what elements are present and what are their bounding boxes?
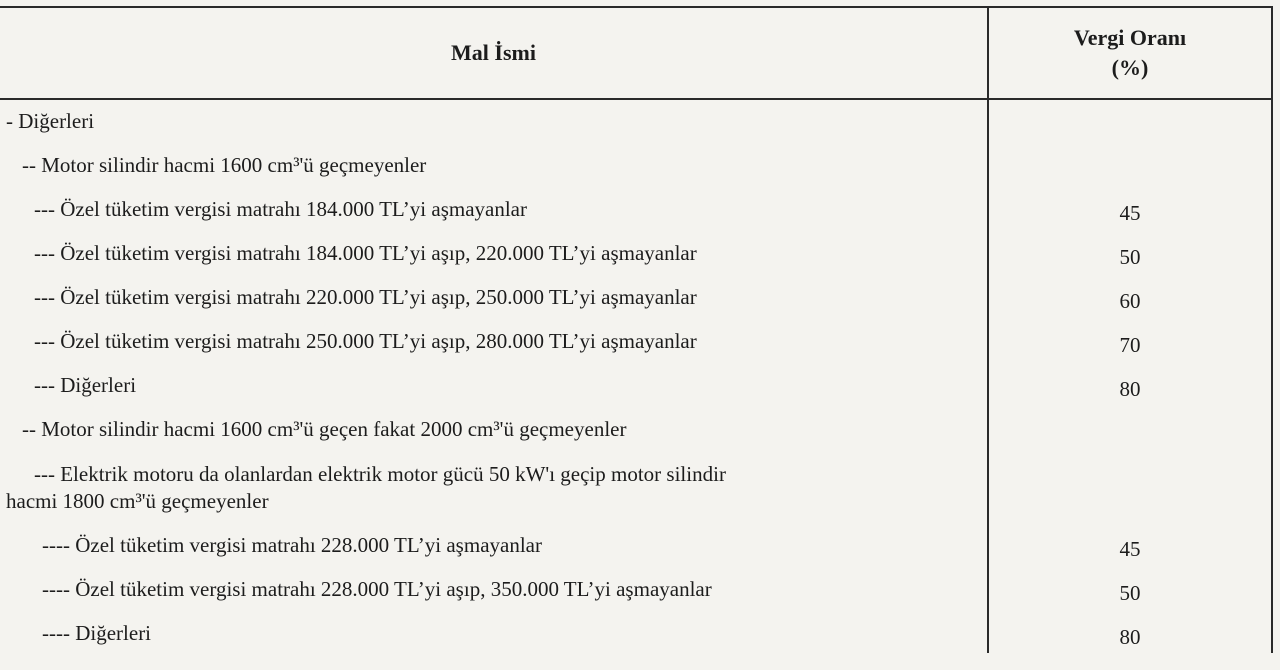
tax-rate-value: 50 bbox=[1119, 245, 1141, 269]
goods-name-cell bbox=[0, 229, 988, 273]
tax-rate-cell bbox=[988, 317, 1272, 361]
tax-rate-cell bbox=[988, 185, 1272, 229]
goods-name-cell bbox=[0, 185, 988, 229]
goods-name-text: --- Özel tüketim vergisi matrahı 250.000 TL’yi aşıp, 280.000 TL’yi aşmayanlar bbox=[34, 329, 697, 353]
goods-name-header bbox=[0, 7, 988, 99]
tax-rate-value: 80 bbox=[1119, 625, 1141, 649]
tax-rate-header-line2: (%) bbox=[1111, 55, 1149, 80]
goods-name-text: ---- Özel tüketim vergisi matrahı 228.000 TL’yi aşıp, 350.000 TL’yi aşmayanlar bbox=[42, 577, 712, 601]
table-row bbox=[0, 449, 1272, 521]
tax-rate-cell bbox=[988, 99, 1272, 141]
tax-rate-value: 60 bbox=[1119, 289, 1141, 313]
table-row bbox=[0, 317, 1272, 361]
goods-name-text-line1: --- Elektrik motoru da olanlardan elektrik motor gücü 50 kW'ı geçip motor silindir bbox=[34, 462, 726, 486]
tax-rate-value: 45 bbox=[1119, 537, 1141, 561]
goods-name-text: --- Özel tüketim vergisi matrahı 184.000 TL’yi aşmayanlar bbox=[34, 197, 527, 221]
tax-rate-cell bbox=[988, 521, 1272, 565]
tax-rate-cell bbox=[988, 273, 1272, 317]
tax-rate-cell bbox=[988, 405, 1272, 449]
table-row bbox=[0, 521, 1272, 565]
goods-name-cell bbox=[0, 449, 988, 521]
goods-name-text: ---- Diğerleri bbox=[42, 621, 152, 645]
goods-name-cell bbox=[0, 565, 988, 609]
tax-rate-table bbox=[0, 6, 1273, 653]
goods-name-text: --- Özel tüketim vergisi matrahı 220.000 TL’yi aşıp, 250.000 TL’yi aşmayanlar bbox=[34, 285, 697, 309]
goods-name-text-wrapped bbox=[6, 461, 983, 521]
tax-rate-cell bbox=[988, 229, 1272, 273]
goods-name-cell bbox=[0, 405, 988, 449]
goods-name-text: -- Motor silindir hacmi 1600 cm³'ü geçmeyenler bbox=[22, 153, 427, 177]
table-header-row bbox=[0, 7, 1272, 99]
goods-name-cell bbox=[0, 273, 988, 317]
tax-rate-value: 45 bbox=[1119, 201, 1141, 225]
table-row bbox=[0, 405, 1272, 449]
tax-rate-value: 70 bbox=[1119, 333, 1141, 357]
goods-name-cell bbox=[0, 609, 988, 653]
table-row bbox=[0, 141, 1272, 185]
table-row bbox=[0, 185, 1272, 229]
goods-name-cell bbox=[0, 317, 988, 361]
goods-name-text: --- Diğerleri bbox=[34, 373, 137, 397]
table-row bbox=[0, 273, 1272, 317]
goods-name-text-line2: hacmi 1800 cm³'ü geçmeyenler bbox=[6, 489, 269, 513]
tax-rate-header-line1: Vergi Oranı bbox=[1073, 25, 1187, 50]
tax-rate-cell bbox=[988, 609, 1272, 653]
goods-name-text: --- Özel tüketim vergisi matrahı 184.000 TL’yi aşıp, 220.000 TL’yi aşmayanlar bbox=[34, 241, 697, 265]
goods-name-text: -- Motor silindir hacmi 1600 cm³'ü geçen fakat 2000 cm³'ü geçmeyenler bbox=[22, 417, 627, 441]
tax-rate-header bbox=[988, 7, 1272, 99]
tax-rate-cell bbox=[988, 449, 1272, 521]
table-row bbox=[0, 361, 1272, 405]
goods-name-cell bbox=[0, 361, 988, 405]
goods-name-text: - Diğerleri bbox=[6, 109, 95, 133]
table-row bbox=[0, 609, 1272, 653]
goods-name-cell bbox=[0, 99, 988, 141]
tax-rate-cell bbox=[988, 565, 1272, 609]
tax-rate-value: 50 bbox=[1119, 581, 1141, 605]
table-row bbox=[0, 229, 1272, 273]
goods-name-cell bbox=[0, 141, 988, 185]
table-row bbox=[0, 99, 1272, 141]
goods-name-text: ---- Özel tüketim vergisi matrahı 228.000 TL’yi aşmayanlar bbox=[42, 533, 542, 557]
tax-rate-cell bbox=[988, 141, 1272, 185]
goods-name-header-label: Mal İsmi bbox=[451, 40, 536, 65]
goods-name-cell bbox=[0, 521, 988, 565]
tax-rate-cell bbox=[988, 361, 1272, 405]
table-row bbox=[0, 565, 1272, 609]
tax-rate-value: 80 bbox=[1119, 377, 1141, 401]
